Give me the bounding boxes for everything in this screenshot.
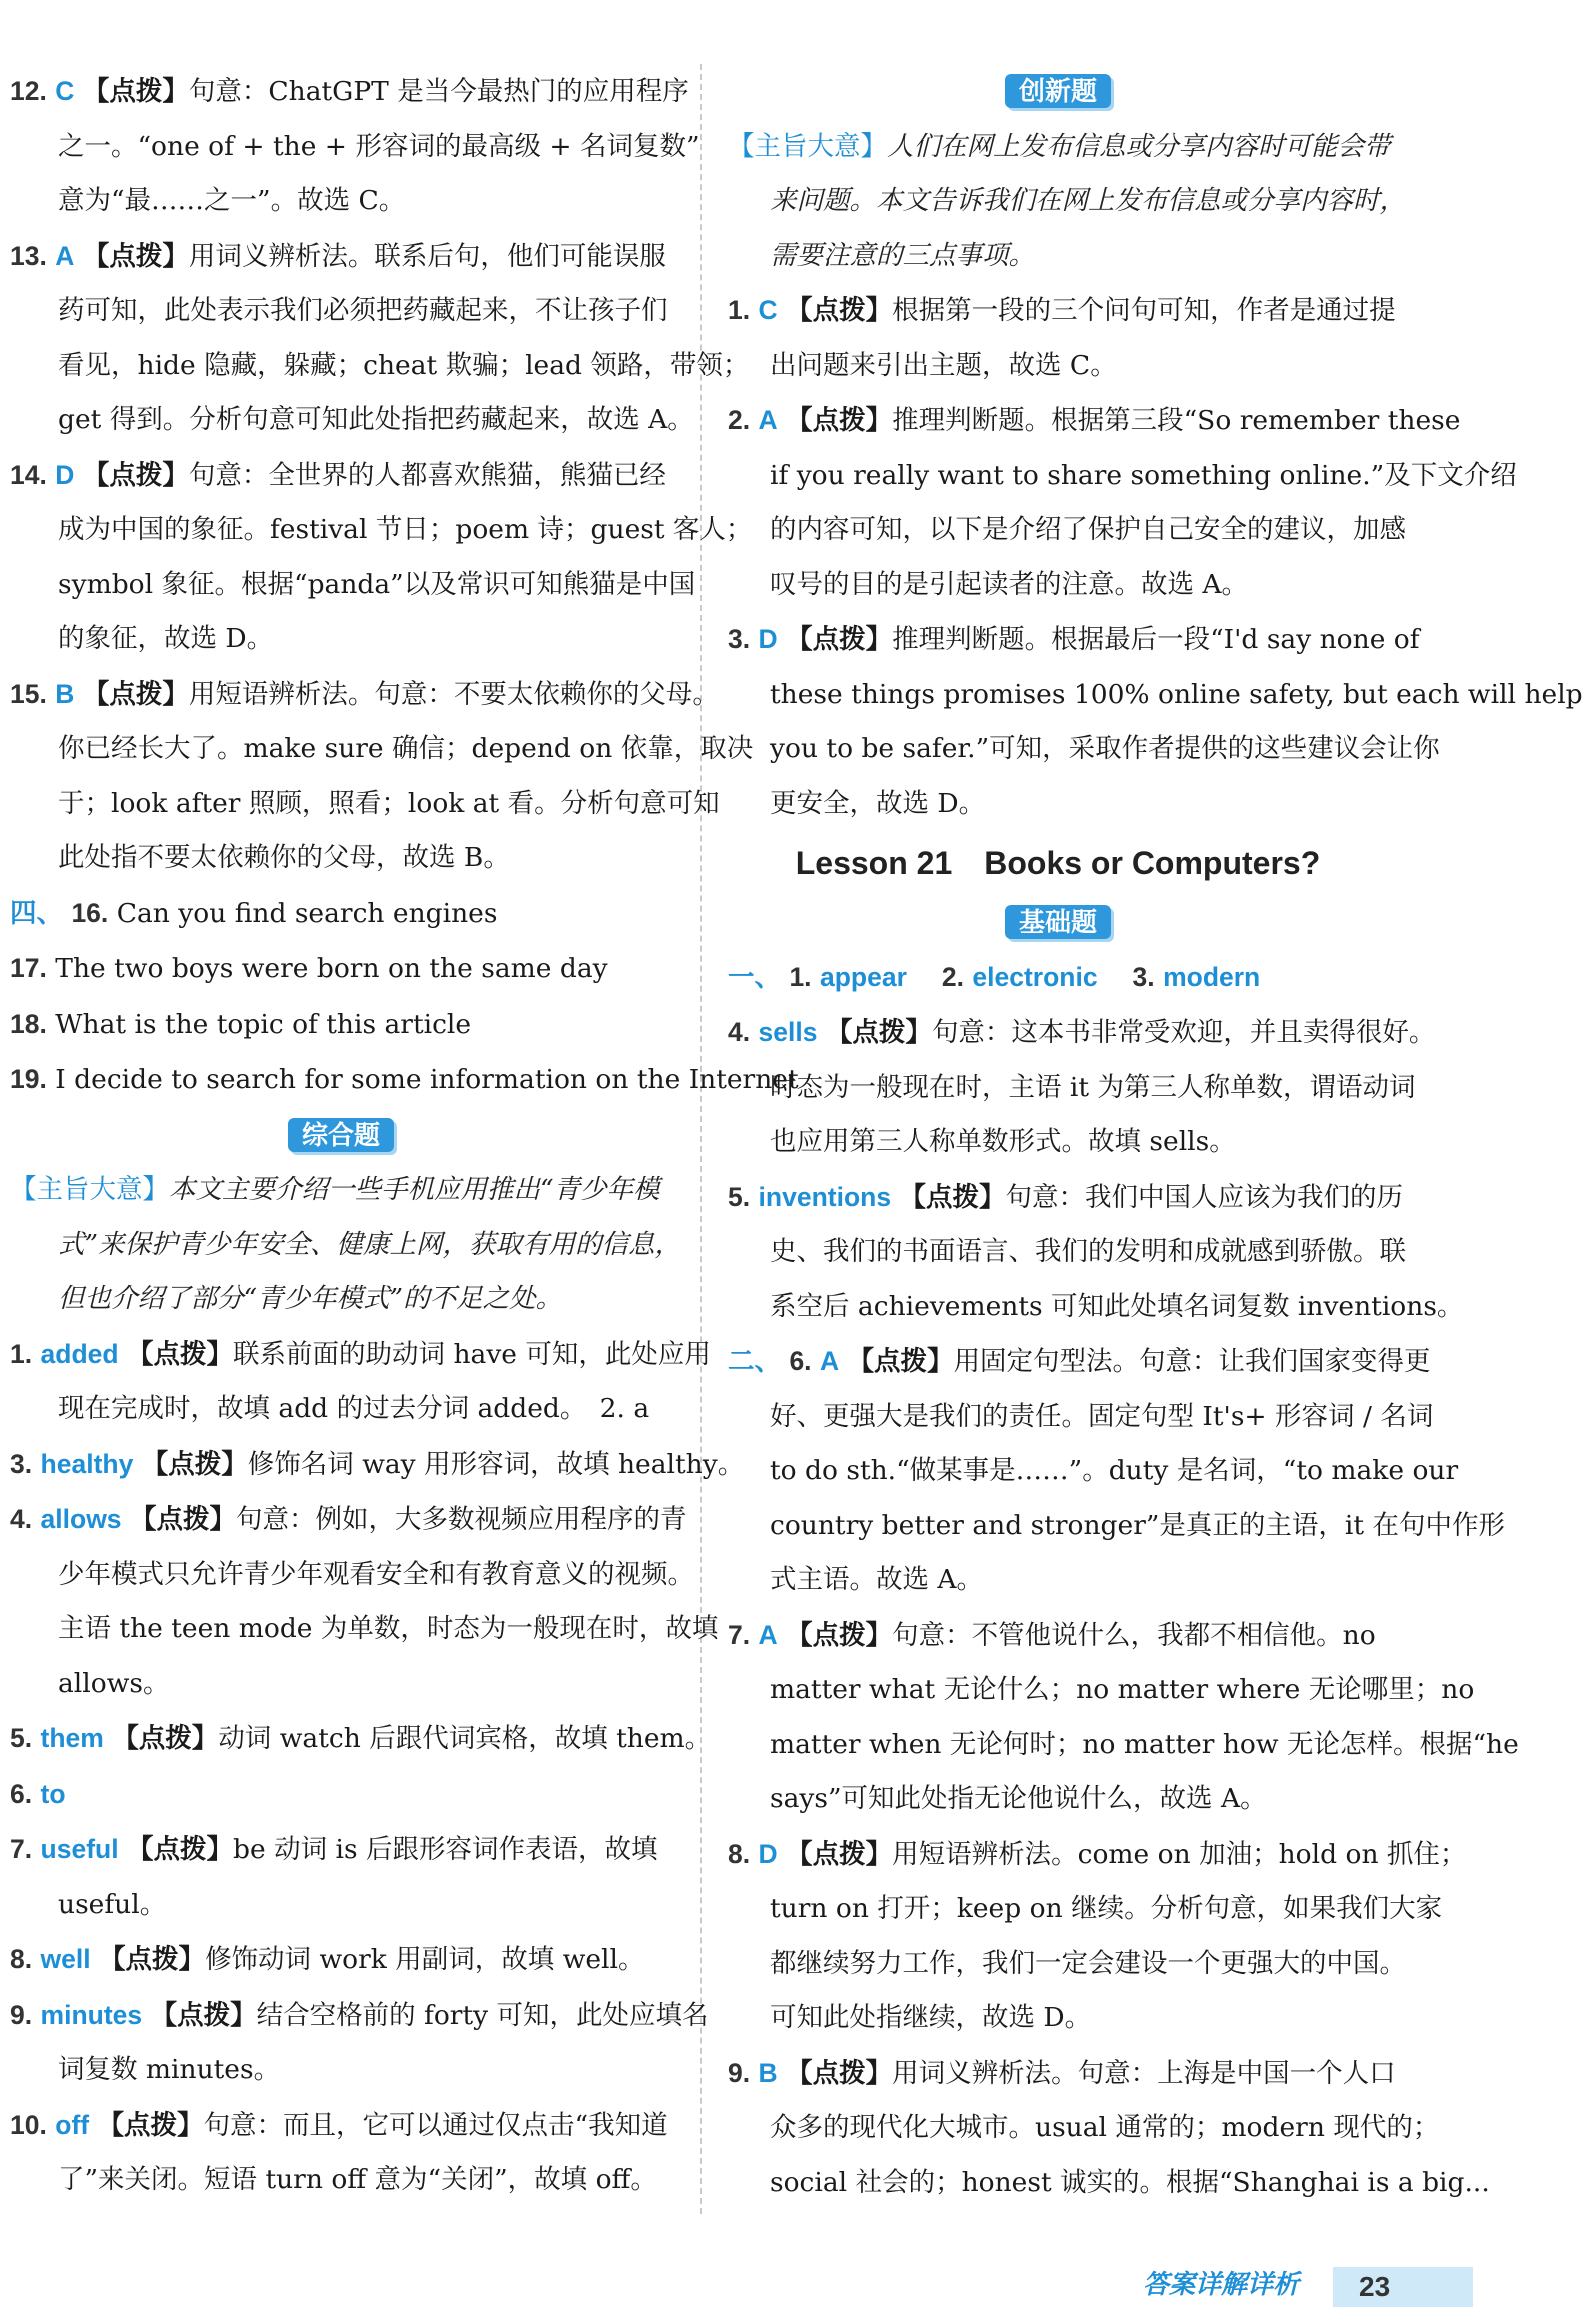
explanation-text: to do sth.“做某事是……”。duty 是名词，“to make our xyxy=(770,1455,1459,1486)
question-number: 7. xyxy=(728,1619,751,1650)
question-number: 3. xyxy=(728,624,751,654)
page-number: 23 xyxy=(1333,2267,1473,2307)
explanation-line xyxy=(728,1991,1388,2046)
explanation-text: 修饰名词 way 用形容词，故填 healthy。 xyxy=(247,1448,745,1480)
question-item xyxy=(10,1437,745,1493)
explanation-text: 现在完成时，故填 add 的过去分词 added。 2. a xyxy=(58,1393,650,1424)
answer-key: added xyxy=(40,1338,119,1369)
hint-tag: 【点拨】 xyxy=(847,1346,954,1377)
explanation-text: these things promises 100% online safety, but each will help xyxy=(770,678,1583,710)
explanation-line xyxy=(728,1718,1519,1773)
explanation-text: 都继续努力工作，我们一定会建设一个更强大的中国。 xyxy=(770,1947,1406,1979)
explanation-line xyxy=(10,284,672,339)
explanation-text: 句意：这本书非常受欢迎，并且卖得很好。 xyxy=(931,1017,1436,1048)
explanation-text: 句意：全世界的人都喜欢熊猫，熊猫已经 xyxy=(188,459,666,491)
hint-tag: 【点拨】 xyxy=(127,1834,234,1865)
summary-label: 【主旨大意】 xyxy=(728,130,887,161)
hint-tag: 【点拨】 xyxy=(141,1448,248,1480)
hint-tag: 【点拨】 xyxy=(786,1619,893,1651)
explanation-text: 修饰动词 work 用副词，故填 well。 xyxy=(205,1944,645,1975)
explanation-line xyxy=(10,2043,672,2098)
explanation-line xyxy=(728,449,1517,504)
hint-tag: 【点拨】 xyxy=(786,405,893,436)
section-pill-row xyxy=(728,64,1388,119)
question-number: 1. xyxy=(789,961,812,992)
explanation-text: 词复数 minutes。 xyxy=(58,2054,281,2085)
question-item xyxy=(728,283,1396,339)
question-item xyxy=(728,2046,1396,2102)
question-number: 14. xyxy=(10,459,47,490)
hint-tag: 【点拨】 xyxy=(82,459,189,491)
section-pill-row xyxy=(728,895,1388,950)
section-marker: 一、 xyxy=(728,961,781,992)
answer-key: A xyxy=(758,405,778,435)
explanation-text: 意为“最……之一”。故选 C。 xyxy=(58,185,406,216)
explanation-line xyxy=(728,558,1388,613)
question-item xyxy=(728,393,1461,449)
summary-text: 但也介绍了部分“青少年模式”的不足之处。 xyxy=(58,1283,563,1314)
explanation-text: 系空后 achievements 可知此处填名词复数 inventions。 xyxy=(770,1290,1464,1322)
question-number: 9. xyxy=(10,1999,33,2030)
question-number: 10. xyxy=(10,2109,47,2140)
question-item xyxy=(728,1334,1431,1390)
explanation-text: 可知此处指继续，故选 D。 xyxy=(770,2002,1092,2033)
hint-tag: 【点拨】 xyxy=(786,2057,893,2089)
question-item xyxy=(10,1988,709,2044)
hint-tag: 【点拨】 xyxy=(786,624,893,655)
explanation-line xyxy=(728,668,1583,723)
answer-key: sells xyxy=(758,1017,818,1047)
answer-key: appear xyxy=(819,961,907,992)
answer-key: C xyxy=(55,76,75,106)
question-number: 4. xyxy=(10,1504,33,1534)
answer-key: them xyxy=(40,1723,104,1753)
explanation-line xyxy=(10,503,753,558)
explanation-line xyxy=(10,2153,672,2208)
section-marker: 四、 xyxy=(10,897,63,928)
hint-tag: 【点拨】 xyxy=(130,1504,236,1535)
question-number: 19. xyxy=(10,1064,47,1094)
lesson-title: Lesson 21 Books or Computers? xyxy=(795,845,1321,881)
answer-line xyxy=(728,950,1388,1006)
section-marker: 二、 xyxy=(728,1346,781,1376)
explanation-text: 根据第一段的三个问句可知，作者是通过提 xyxy=(892,295,1396,326)
answer-key: C xyxy=(758,295,778,325)
footer-label: 答案详解详析 xyxy=(1143,2269,1300,2299)
answer-key: A xyxy=(758,1619,778,1650)
answer-key: useful xyxy=(40,1834,119,1864)
question-number: 5. xyxy=(728,1181,751,1212)
hint-tag: 【点拨】 xyxy=(82,678,189,710)
explanation-text: 用词义辨析法。联系后句，他们可能误服 xyxy=(188,240,666,272)
summary-text: 式”来保护青少年安全、健康上网，获取有用的信息， xyxy=(58,1228,682,1260)
explanation-line xyxy=(728,1390,1434,1445)
section-pill: 综合题 xyxy=(288,1118,394,1152)
explanation-text: 句意：而且，它可以通过仅点击“我知道 xyxy=(203,2109,668,2141)
explanation-line xyxy=(10,612,672,667)
explanation-text: 联系前面的助动词 have 可知，此处应用 xyxy=(233,1338,711,1370)
explanation-line xyxy=(10,722,754,777)
answer-text: The two boys were born on the same day xyxy=(55,953,608,984)
explanation-text: 用短语辨析法。come on 加油；hold on 抓住； xyxy=(892,1838,1467,1870)
question-item xyxy=(728,1827,1467,1883)
hint-tag: 【点拨】 xyxy=(82,76,189,107)
explanation-line xyxy=(728,1061,1416,1116)
question-number: 9. xyxy=(728,2057,751,2088)
answer-key: D xyxy=(55,459,75,490)
question-number: 13. xyxy=(10,240,47,271)
answer-key: A xyxy=(55,240,75,271)
explanation-text: 句意：我们中国人应该为我们的历 xyxy=(1005,1181,1403,1213)
answer-line xyxy=(10,1052,799,1108)
explanation-line xyxy=(728,503,1406,558)
explanation-line xyxy=(10,777,720,832)
hint-tag: 【点拨】 xyxy=(127,1338,234,1370)
section-pill: 创新题 xyxy=(1005,74,1111,108)
explanation-text: 推理判断题。根据第三段“So remember these xyxy=(892,405,1461,436)
question-number: 1. xyxy=(10,1338,33,1369)
explanation-line xyxy=(10,1878,672,1933)
hint-tag: 【点拨】 xyxy=(786,1838,893,1870)
summary-line xyxy=(728,229,1388,284)
summary-line xyxy=(728,119,1391,175)
explanation-line xyxy=(10,1548,694,1603)
explanation-text: 药可知，此处表示我们必须把药藏起来，不让孩子们 xyxy=(58,295,668,326)
explanation-text: social 社会的；honest 诚实的。根据“Shanghai is a big... xyxy=(770,2166,1490,2198)
explanation-text: 的象征，故选 D。 xyxy=(58,623,274,654)
explanation-text: 少年模式只允许青少年观看安全和有教育意义的视频。 xyxy=(58,1558,694,1590)
explanation-text: 的内容可知，以下是介绍了保护自己安全的建议，加感 xyxy=(770,514,1406,545)
hint-tag: 【点拨】 xyxy=(899,1181,1006,1213)
explanation-text: symbol 象征。根据“panda”以及常识可知熊猫是中国 xyxy=(58,568,696,600)
question-item xyxy=(10,667,719,723)
answer-line xyxy=(10,886,672,942)
question-number: 1. xyxy=(728,295,751,325)
question-number: 3. xyxy=(10,1448,33,1479)
explanation-text: 推理判断题。根据最后一段“I'd say none of xyxy=(892,624,1420,655)
answer-key: B xyxy=(758,2057,778,2088)
hint-tag: 【点拨】 xyxy=(82,240,189,272)
explanation-text: be 动词 is 后跟形容词作表语，故填 xyxy=(233,1834,658,1865)
explanation-text: 之一。“one of + the + 形容词的最高级 + 名词复数” xyxy=(58,130,700,162)
explanation-text: 结合空格前的 forty 可知，此处应填名 xyxy=(256,1999,709,2031)
explanation-line xyxy=(728,1115,1388,1170)
explanation-line xyxy=(728,1937,1406,1992)
summary-line xyxy=(10,1162,672,1218)
explanation-text: 出问题来引出主题，故选 C。 xyxy=(770,349,1117,381)
hint-tag: 【点拨】 xyxy=(97,2109,204,2141)
explanation-line xyxy=(10,1382,672,1437)
explanation-line xyxy=(728,339,1388,394)
explanation-text: matter when 无论何时；no matter how 无论怎样。根据“he xyxy=(770,1728,1519,1760)
question-item xyxy=(10,448,672,504)
explanation-line xyxy=(728,2156,1490,2211)
answer-key: off xyxy=(55,2109,90,2140)
explanation-line xyxy=(10,1657,672,1712)
explanation-text: 你已经长大了。make sure 确信；depend on 依靠，取决 xyxy=(58,733,754,764)
question-number: 12. xyxy=(10,76,47,106)
explanation-text: 成为中国的象征。festival 节日；poem 诗；guest 客人； xyxy=(58,514,753,545)
explanation-text: 式主语。故选 A。 xyxy=(770,1564,984,1595)
question-number: 6. xyxy=(10,1778,33,1809)
question-number: 7. xyxy=(10,1834,33,1864)
section-pill-row xyxy=(10,1108,672,1163)
question-item xyxy=(10,2098,672,2154)
question-number: 8. xyxy=(10,1944,33,1974)
explanation-text: turn on 打开；keep on 继续。分析句意，如果我们大家 xyxy=(770,1893,1443,1924)
explanation-text: 叹号的目的是引起读者的注意。故选 A。 xyxy=(770,568,1249,600)
answer-key: D xyxy=(758,624,778,654)
page-footer xyxy=(1143,2267,1473,2307)
explanation-line xyxy=(10,393,694,448)
explanation-line xyxy=(728,1772,1388,1827)
section-pill: 基础题 xyxy=(1005,905,1111,939)
answer-line xyxy=(10,941,672,997)
right-column xyxy=(728,64,1583,2210)
answer-key: to xyxy=(40,1778,66,1809)
explanation-text: 动词 watch 后跟代词宾格，故填 them。 xyxy=(218,1723,712,1754)
answer-key: B xyxy=(55,678,75,709)
question-number: 2. xyxy=(728,405,751,435)
summary-line xyxy=(728,174,1406,229)
explanation-line xyxy=(728,1444,1459,1499)
question-item xyxy=(10,1711,712,1767)
summary-text: 人们在网上发布信息或分享内容时可能会带 xyxy=(887,130,1391,162)
question-number: 8. xyxy=(728,1838,751,1869)
explanation-text: 了”来关闭。短语 turn off 意为“关闭”，故填 off。 xyxy=(58,2164,657,2195)
answer-key: D xyxy=(758,1838,778,1869)
explanation-text: 众多的现代化大城市。usual 通常的；modern 现代的； xyxy=(770,2112,1440,2143)
question-number: 3. xyxy=(1132,961,1155,992)
explanation-line xyxy=(728,1663,1475,1718)
explanation-text: 史、我们的书面语言、我们的发明和成就感到骄傲。联 xyxy=(770,1236,1406,1267)
explanation-text: 更安全，故选 D。 xyxy=(770,787,986,819)
answer-key: electronic xyxy=(972,961,1098,992)
explanation-text: 也应用第三人称单数形式。故填 sells。 xyxy=(770,1126,1236,1157)
summary-text: 来问题。本文告诉我们在网上发布信息或分享内容时， xyxy=(770,185,1406,216)
question-number: 5. xyxy=(10,1723,33,1753)
answer-key: modern xyxy=(1163,961,1261,992)
explanation-line xyxy=(10,558,696,613)
answer-text: What is the topic of this article xyxy=(55,1008,472,1040)
answer-line xyxy=(10,997,672,1053)
explanation-line xyxy=(10,174,672,229)
explanation-text: 好、更强大是我们的责任。固定句型 It's+ 形容词 / 名词 xyxy=(770,1400,1434,1432)
explanation-text: 主语 the teen mode 为单数，时态为一般现在时，故填 xyxy=(58,1613,719,1644)
question-number: 6. xyxy=(789,1346,812,1376)
hint-tag: 【点拨】 xyxy=(150,1999,257,2031)
explanation-line xyxy=(10,1602,719,1657)
summary-text: 需要注意的三点事项。 xyxy=(770,239,1035,271)
explanation-text: says”可知此处指无论他说什么，故选 A。 xyxy=(770,1783,1267,1814)
explanation-text: 用词义辨析法。句意：上海是中国一个人口 xyxy=(892,2057,1396,2089)
answer-key: allows xyxy=(40,1504,122,1534)
question-item xyxy=(728,1170,1403,1226)
question-item xyxy=(728,1608,1388,1664)
answer-key: healthy xyxy=(40,1448,134,1479)
answer-key: inventions xyxy=(758,1181,892,1212)
question-number: 2. xyxy=(941,961,964,992)
hint-tag: 【点拨】 xyxy=(99,1944,206,1975)
answer-text: I decide to search for some information on the Internet xyxy=(55,1064,799,1095)
explanation-text: if you really want to share something online.”及下文介绍 xyxy=(770,459,1517,491)
explanation-line xyxy=(10,831,672,886)
explanation-text: 此处指不要太依赖你的父母，故选 B。 xyxy=(58,842,510,873)
explanation-line xyxy=(10,339,750,394)
explanation-text: you to be safer.”可知，采取作者提供的这些建议会让你 xyxy=(770,733,1440,764)
explanation-text: 时态为一般现在时，主语 it 为第三人称单数，谓语动词 xyxy=(770,1071,1416,1103)
question-item xyxy=(728,1005,1436,1061)
question-number: 17. xyxy=(10,953,47,983)
question-number: 18. xyxy=(10,1008,47,1039)
hint-tag: 【点拨】 xyxy=(112,1723,219,1754)
question-item xyxy=(10,1932,672,1988)
hint-tag: 【点拨】 xyxy=(825,1017,932,1048)
question-item xyxy=(10,1822,672,1878)
explanation-text: 句意：例如，大多数视频应用程序的青 xyxy=(236,1504,687,1535)
explanation-line xyxy=(728,722,1440,777)
question-item xyxy=(10,1327,711,1383)
explanation-line xyxy=(728,1225,1406,1280)
question-number: 16. xyxy=(71,897,109,928)
explanation-line xyxy=(728,1553,1388,1608)
explanation-line xyxy=(728,1499,1505,1554)
explanation-text: 句意：ChatGPT 是当今最热门的应用程序 xyxy=(188,76,689,107)
question-number: 15. xyxy=(10,678,47,709)
question-item xyxy=(10,1492,687,1548)
hint-tag: 【点拨】 xyxy=(786,295,893,326)
question-number: 4. xyxy=(728,1017,751,1047)
explanation-text: allows。 xyxy=(58,1667,170,1699)
explanation-text: 句意：不管他说什么，我都不相信他。no xyxy=(892,1619,1376,1651)
question-item xyxy=(10,64,689,120)
explanation-text: 用短语辨析法。句意：不要太依赖你的父母。 xyxy=(188,678,719,710)
explanation-text: get 得到。分析句意可知此处指把药藏起来，故选 A。 xyxy=(58,404,694,435)
question-item xyxy=(10,1767,672,1823)
summary-text: 本文主要介绍一些手机应用推出“青少年模 xyxy=(169,1174,660,1205)
question-item xyxy=(10,229,672,285)
explanation-text: 用固定句型法。句意：让我们国家变得更 xyxy=(953,1346,1431,1377)
answer-key: well xyxy=(40,1944,91,1974)
explanation-line xyxy=(728,777,1388,832)
answer-text: Can you find search engines xyxy=(116,897,498,929)
explanation-line xyxy=(728,1882,1443,1937)
summary-line xyxy=(10,1218,682,1273)
explanation-text: useful。 xyxy=(58,1888,167,1920)
explanation-text: 于；look after 照顾，照看；look at 看。分析句意可知 xyxy=(58,787,720,819)
summary-label: 【主旨大意】 xyxy=(10,1174,169,1204)
answer-key: minutes xyxy=(40,1999,143,2030)
explanation-text: 看见，hide 隐藏，躲藏；cheat 欺骗；lead 领路，带领； xyxy=(58,349,750,381)
answer-key: A xyxy=(819,1346,840,1376)
explanation-line xyxy=(728,1280,1464,1335)
summary-line xyxy=(10,1272,672,1327)
explanation-line xyxy=(728,2101,1440,2156)
question-item xyxy=(728,612,1420,668)
explanation-text: matter what 无论什么；no matter where 无论哪里；no xyxy=(770,1674,1475,1705)
explanation-text: country better and stronger”是真正的主语，it 在句中作形 xyxy=(770,1509,1505,1541)
explanation-line xyxy=(10,120,700,175)
